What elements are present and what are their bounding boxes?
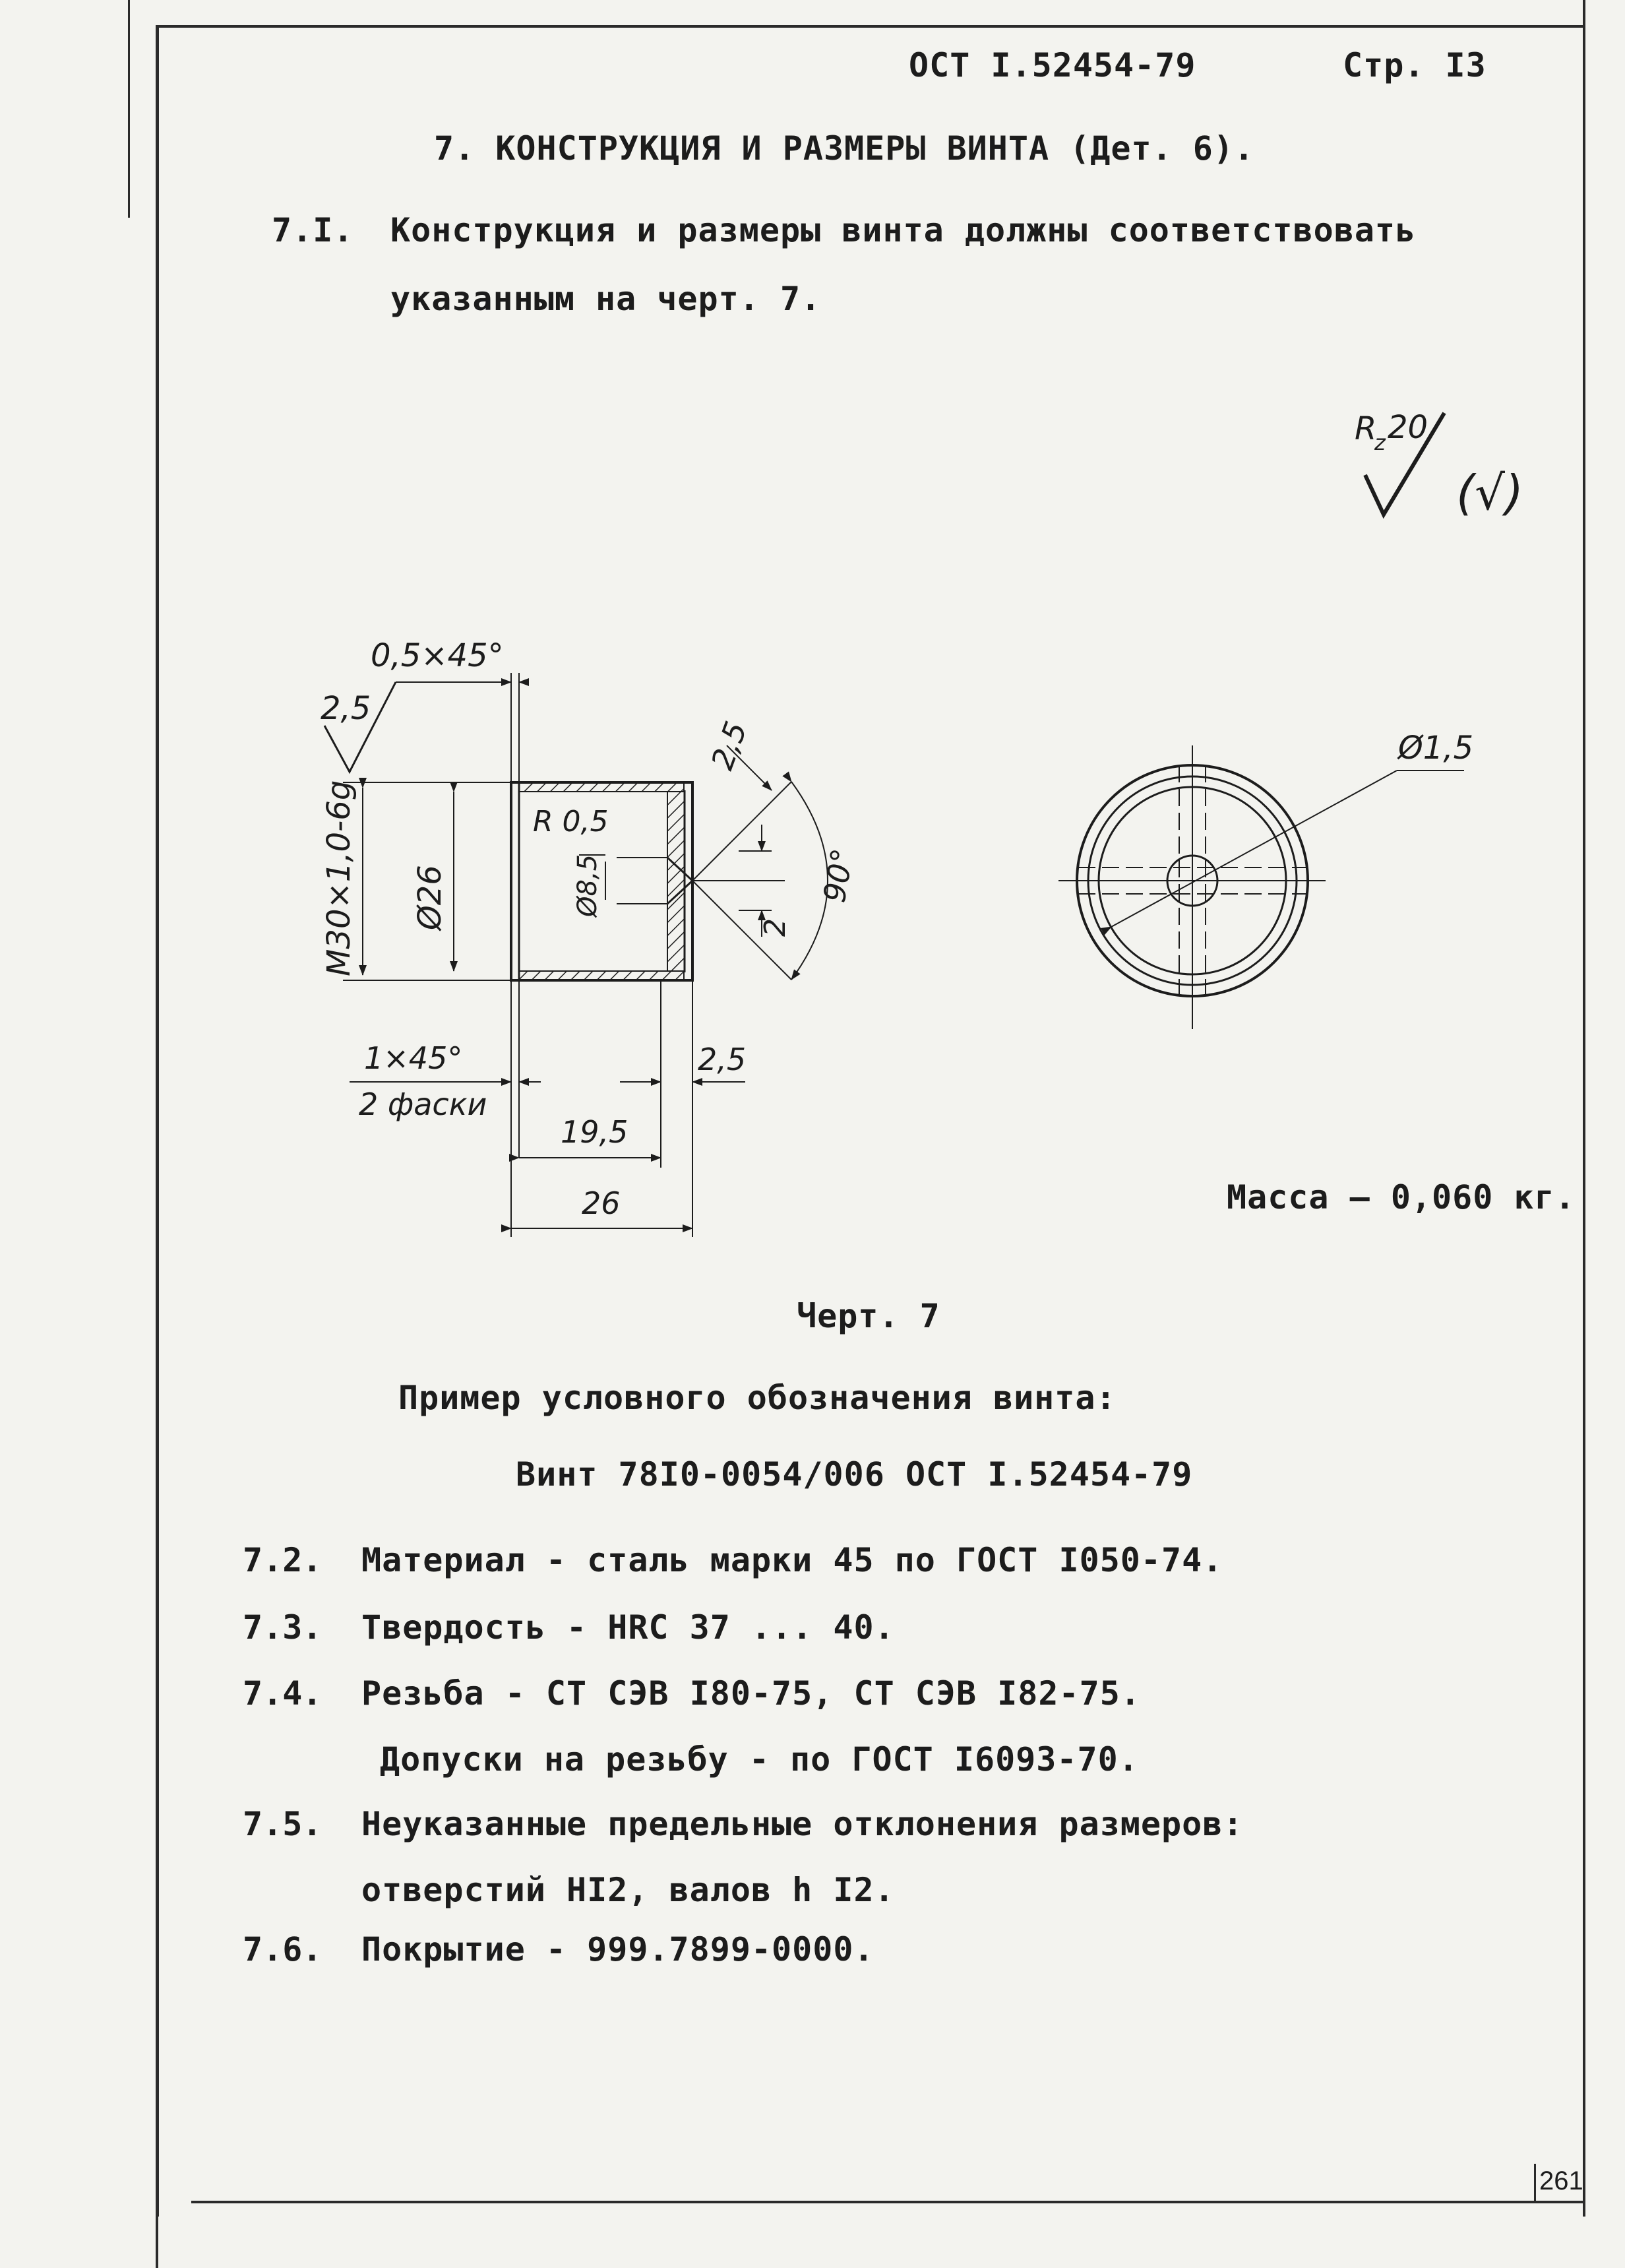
section-title: 7. КОНСТРУКЦИЯ И РАЗМЕРЫ ВИНТА (Дет. 6). <box>434 129 1255 168</box>
label-90-deg: 90° <box>816 846 861 905</box>
page-label: Стр. I3 <box>1343 46 1487 84</box>
clause-7-2-number: 7.2. <box>243 1541 322 1579</box>
figure-caption: Черт. 7 <box>797 1297 940 1335</box>
standard-number: ОСТ I.52454-79 <box>909 46 1196 84</box>
label-len-19-5: 19,5 <box>561 1114 629 1150</box>
binding-line-bottom <box>156 2005 158 2268</box>
roughness-general-mark: (√) <box>1456 465 1524 520</box>
screw-drawing <box>284 627 1474 1260</box>
clause-7-5-tolerances: отверстий HI2, валов h I2. <box>361 1871 895 1909</box>
example-designation: Винт 78I0-0054/006 ОСТ I.52454-79 <box>516 1455 1193 1494</box>
label-chamfer-bottom: 1×45° <box>364 1040 463 1076</box>
label-2-5-right: 2,5 <box>704 716 754 774</box>
clause-7-3-text: Твердость - HRC 37 ... 40. <box>361 1608 895 1647</box>
clause-7-6-number: 7.6. <box>243 1930 322 1969</box>
roughness-z: z <box>1374 430 1386 455</box>
page-number: 261 <box>1539 2166 1583 2195</box>
label-2-chamfers: 2 фаски <box>359 1087 487 1122</box>
label-len-26: 26 <box>582 1185 621 1221</box>
clause-7-1-line2: указанным на черт. 7. <box>390 280 822 318</box>
label-dim-2: 2 <box>758 918 792 937</box>
label-r-0-5: R 0,5 <box>533 805 609 838</box>
roughness-symbol <box>1345 402 1550 534</box>
label-thread: М30×1,0-6g <box>321 780 357 976</box>
clause-7-1-number: 7.I. <box>272 211 354 249</box>
clause-7-2-text: Материал - сталь марки 45 по ГОСТ I050-74. <box>361 1541 1223 1579</box>
binding-line <box>128 0 130 218</box>
frame-bottom-line <box>191 2201 1584 2203</box>
label-2-5-left: 2,5 <box>321 690 371 727</box>
clause-7-6-text: Покрытие - 999.7899-0000. <box>361 1930 874 1969</box>
label-dia-8-5: Ø8,5 <box>572 854 603 917</box>
clause-7-3-number: 7.3. <box>243 1608 322 1647</box>
label-dia-1-5: Ø1,5 <box>1398 730 1474 767</box>
frame-right-line <box>1583 0 1585 2217</box>
clause-7-5-text: Неуказанные предельные отклонения размеров: <box>361 1805 1244 1843</box>
frame-left-line <box>156 26 159 2217</box>
roughness-value: 20 <box>1388 409 1428 446</box>
label-dia-26: Ø26 <box>412 865 448 930</box>
page-number-box-line <box>1534 2164 1536 2202</box>
clause-7-4-number: 7.4. <box>243 1674 322 1713</box>
clause-7-1-line1: Конструкция и размеры винта должны соответствовать <box>390 211 1417 249</box>
frame-top-line <box>156 25 1584 28</box>
roughness-r: R <box>1355 410 1377 447</box>
clause-7-5-number: 7.5. <box>243 1805 322 1843</box>
example-title: Пример условного обозначения винта: <box>398 1379 1117 1417</box>
clause-7-4-tolerance: Допуски на резьбу - по ГОСТ I6093-70. <box>380 1740 1139 1779</box>
clause-7-4-text: Резьба - СТ СЭВ I80-75, СТ СЭВ I82-75. <box>361 1674 1141 1713</box>
mass-note: Масса – 0,060 кг. <box>1227 1178 1576 1216</box>
label-len-2-5: 2,5 <box>698 1042 747 1077</box>
label-chamfer-top: 0,5×45° <box>371 637 504 674</box>
